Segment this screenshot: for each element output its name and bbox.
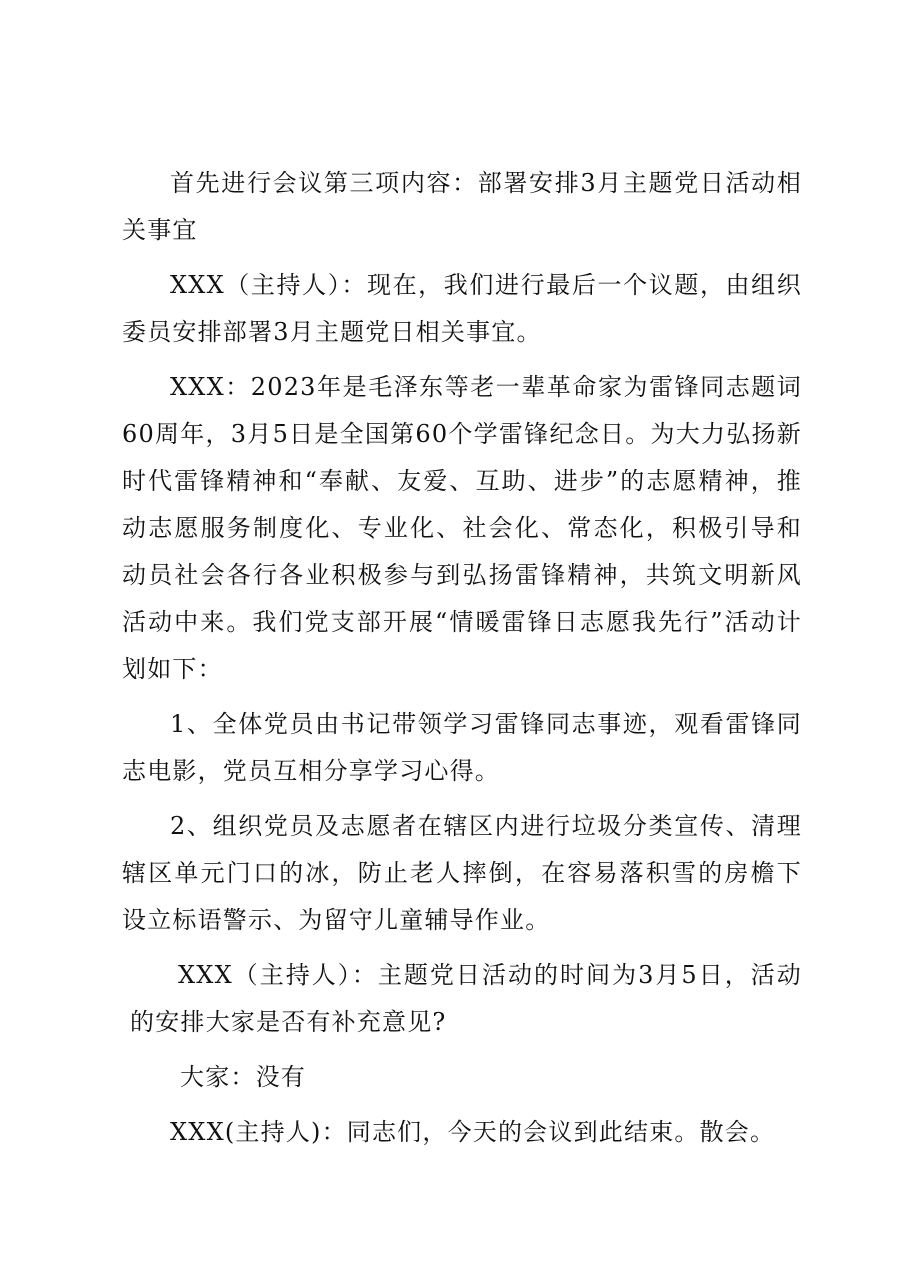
paragraph-host-intro: XXX（主持人）：现在，我们进行最后一个议题，由组织委员安排部署3月主题党日相关事宜。 <box>122 271 802 346</box>
paragraph-host-question: XXX（主持人）：主题党日活动的时间为3月5日，活动的安排大家是否有补充意见? <box>130 961 802 1036</box>
paragraph-closing: XXX(主持人)：同志们，今天的会议到此结束。散会。 <box>170 1118 776 1146</box>
paragraph-agenda-item: 首先进行会议第三项内容：部署安排3月主题党日活动相关事宜 <box>122 169 802 244</box>
paragraph-response: 大家：没有 <box>180 1063 306 1091</box>
paragraph-plan-item-2: 2、组织党员及志愿者在辖区内进行垃圾分类宣传、清理辖区单元门口的冰，防止老人摔倒，在容易落积雪的房檐下设立标语警示、为留守儿童辅导作业。 <box>122 812 802 934</box>
paragraph-activity-plan: XXX：2023年是毛泽东等老一辈革命家为雷锋同志题词60周年，3月5日是全国第60个学雷锋纪念日。为大力弘扬新时代雷锋精神和“奉献、友爱、互助、进步”的志愿精神，推动志愿服务制度化、专业化、社会化、常态化，积极引导和动员社会各行各业积极参与到弘扬雷锋精神，共筑文明新风活动中来。我们党支部开展“情暖雷锋日志愿我先行”活动计划如下： <box>122 373 802 683</box>
document-body <box>122 160 802 1164</box>
paragraph-plan-item-1: 1、全体党员由书记带领学习雷锋同志事迹，观看雷锋同志电影，党员互相分享学习心得。 <box>122 710 802 785</box>
